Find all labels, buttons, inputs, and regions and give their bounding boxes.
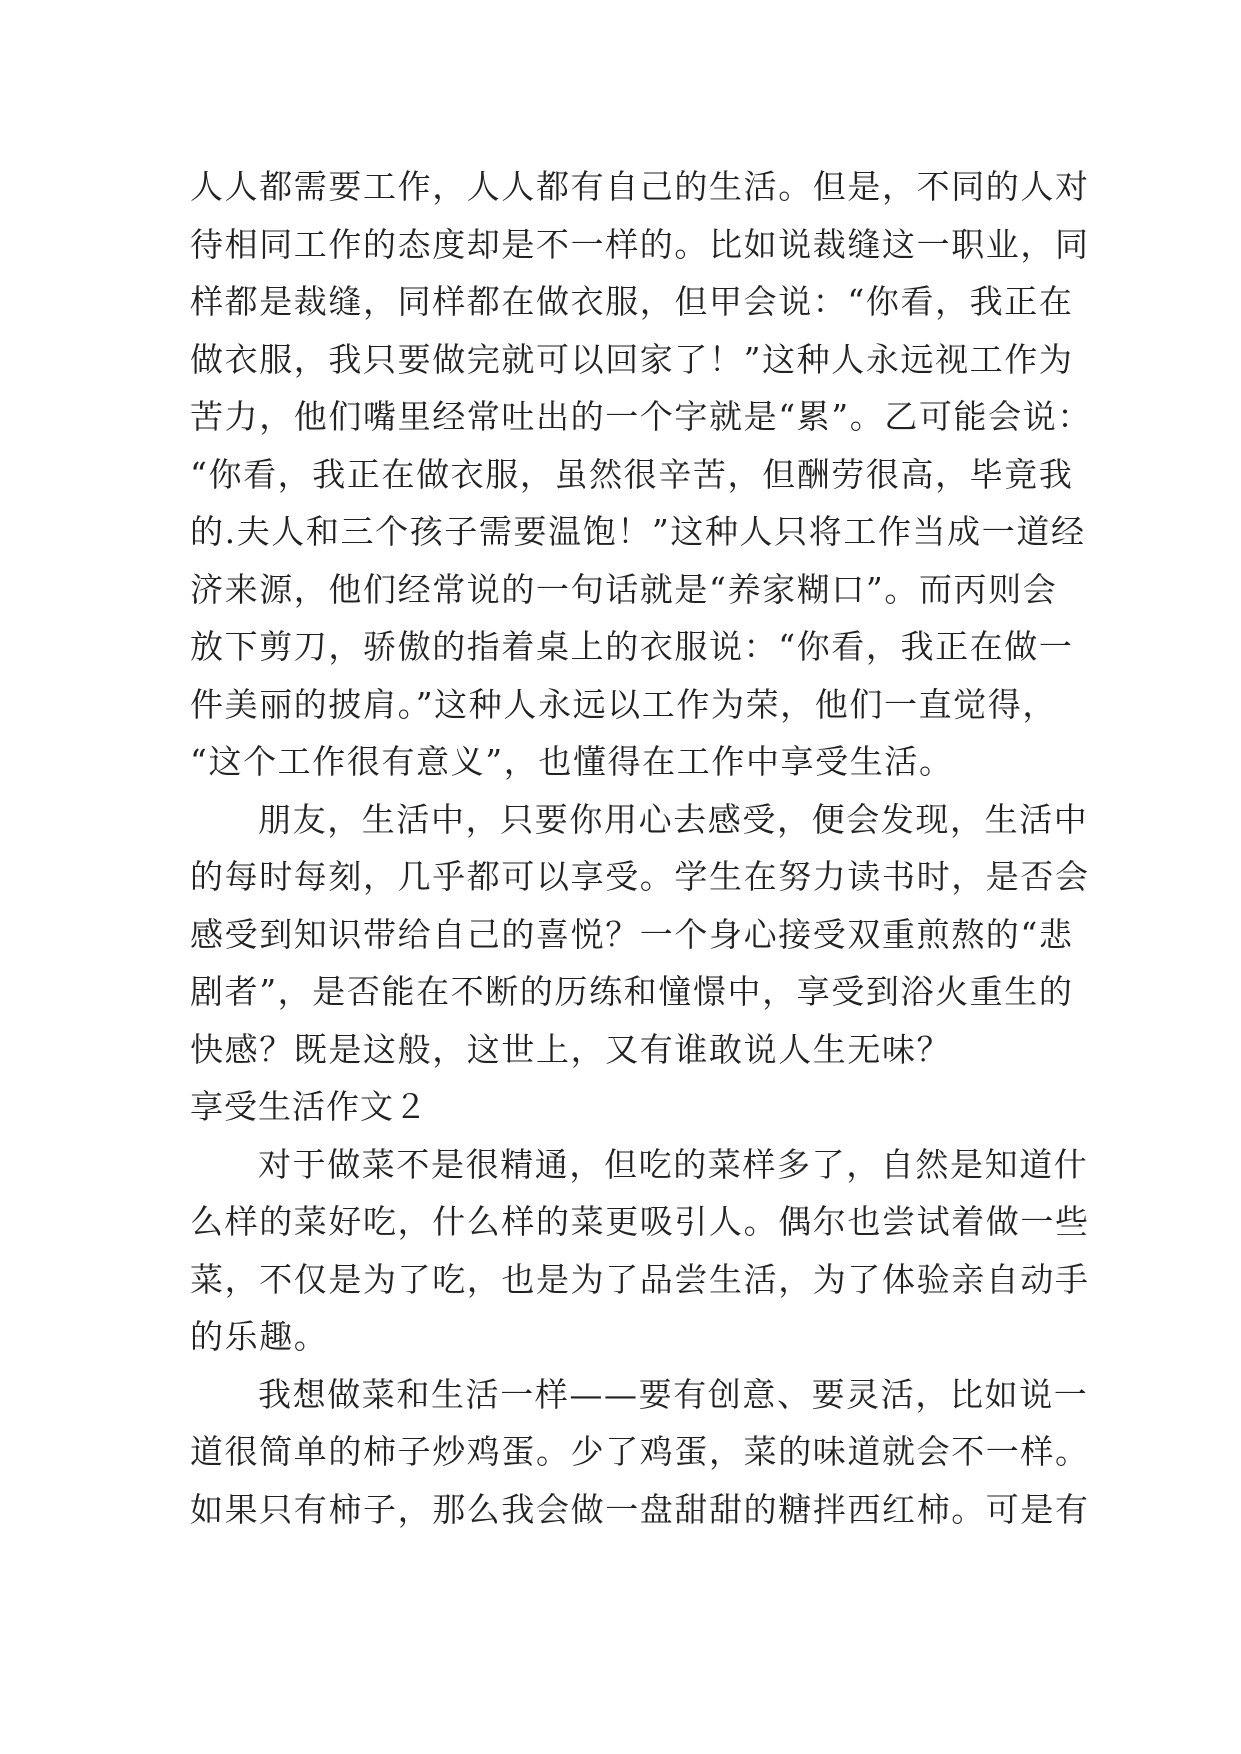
text-line: 感受到知识带给自己的喜悦？一个身心接受双重煎熬的“悲 — [190, 914, 1074, 954]
document-body — [190, 158, 1090, 1538]
text-line: 如果只有柿子，那么我会做一盘甜甜的糖拌西红柿。可是有 — [190, 1489, 1090, 1529]
text-line: 做衣服，我只要做完就可以回家了！”这种人永远视工作为 — [190, 339, 1074, 379]
text-line: 待相同工作的态度却是不一样的。比如说裁缝这一职业，同 — [190, 224, 1090, 264]
text-line: 菜，不仅是为了吃，也是为了品尝生活，为了体验亲自动手 — [190, 1259, 1090, 1299]
text-line: 的乐趣。 — [190, 1317, 329, 1356]
text-line: 人人都需要工作，人人都有自己的生活。但是，不同的人对 — [190, 167, 1090, 206]
text-line: 样都是裁缝，同样都在做衣服，但甲会说：“你看，我正在 — [190, 282, 1074, 321]
text-line: 剧者”，是否能在不断的历练和憧憬中，享受到浴火重生的 — [190, 972, 1074, 1011]
section-heading: 享受生活作文２ — [190, 1087, 428, 1126]
paragraph-first-line: 朋友，生活中，只要你用心去感受，便会发现，生活中 — [258, 799, 1089, 839]
text-line: “你看，我正在做衣服，虽然很辛苦，但酬劳很高，毕竟我 — [190, 454, 1074, 494]
text-line: 济来源，他们经常说的一句话就是“养家糊口”。而丙则会 — [190, 569, 1058, 609]
text-line: 的每时每刻，几乎都可以享受。学生在努力读书时，是否会 — [190, 857, 1090, 896]
text-line: 快感？既是这般，这世上，又有谁敢说人生无味？ — [190, 1029, 952, 1069]
text-line: 么样的菜好吃，什么样的菜更吸引人。偶尔也尝试着做一些 — [190, 1202, 1090, 1241]
text-line: 件美丽的披肩。”这种人永远以工作为荣，他们一直觉得， — [190, 684, 1057, 724]
text-line: 放下剪刀，骄傲的指着桌上的衣服说：“你看，我正在做一 — [190, 627, 1074, 666]
paragraph-first-line: 我想做菜和生活一样——要有创意、要灵活，比如说一 — [258, 1374, 1089, 1414]
text-line: “这个工作很有意义”，也懂得在工作中享受生活。 — [190, 742, 954, 781]
text-line: 苦力，他们嘴里经常吐出的一个字就是“累”。乙可能会说： — [190, 397, 1092, 436]
text-line: 的.夫人和三个孩子需要温饱！”这种人只将工作当成一道经 — [190, 512, 1086, 551]
paragraph-first-line: 对于做菜不是很精通，但吃的菜样多了，自然是知道什 — [258, 1144, 1089, 1184]
text-line: 道很简单的柿子炒鸡蛋。少了鸡蛋，菜的味道就会不一样。 — [190, 1432, 1090, 1471]
